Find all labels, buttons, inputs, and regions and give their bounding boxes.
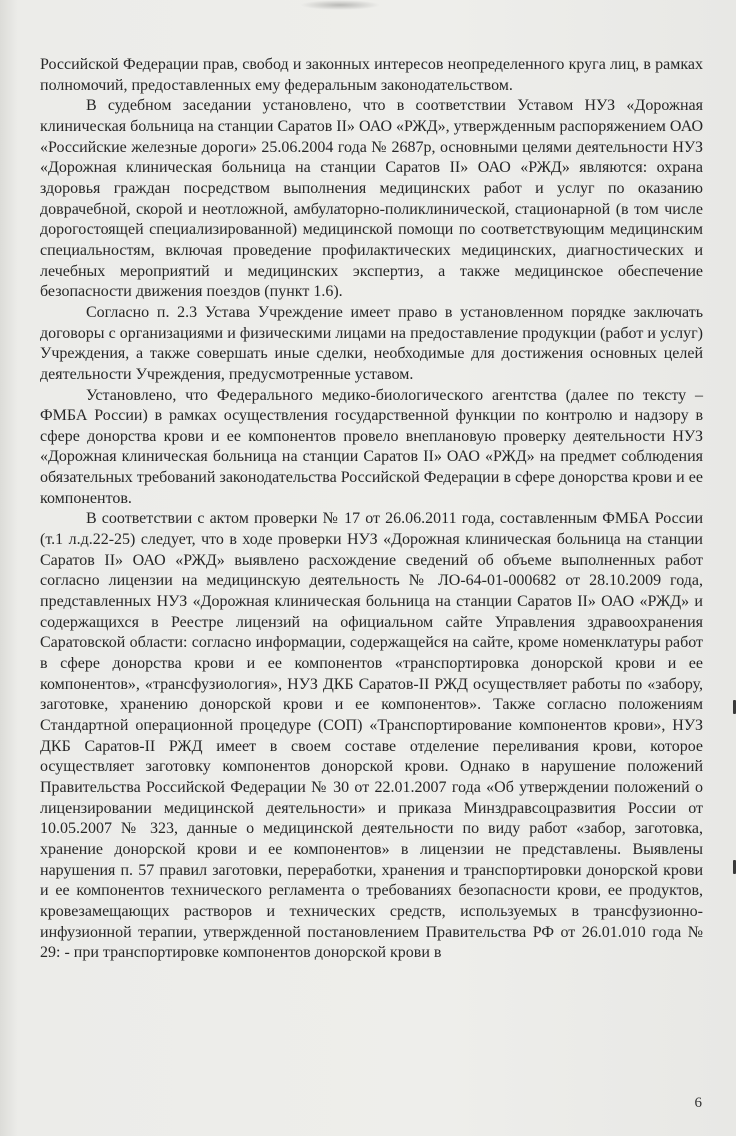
paragraph: В соответствии с актом проверки № 17 от 26.06.2011 года, составленным ФМБА России (т.1 л.д.22-25) следует, что в ходе проверки НУЗ «Дорожная клиническая больница на станции Саратов II» ОАО «РЖД» выявлено расхождение сведений об объеме выполненных работ согласно лицензии на медицинскую деятельность № ЛО-64-01-000682 от 28.10.2009 года, представленных НУЗ «Дорожная клиническая больница на станции Саратов II» ОАО «РЖД» и содержащихся в Реестре лицензий на официальном сайте Управления здравоохранения Саратовской области: согласно информации, содержащейся на сайте, кроме номенклатуры работ в сфере донорства крови и ее компонентов «транспортировка донорской крови и ее компонентов», «трансфузиология», НУЗ ДКБ Саратов-II РЖД осуществляет работы по «забору, заготовке, хранению донорской крови и ее компонентов». Также согласно положениям Стандартной операционной процедуре (СОП) «Транспортирование компонентов крови», НУЗ ДКБ Саратов-II РЖД имеет в своем составе отделение переливания крови, которое осуществляет заготовку компонентов донорской крови. Однако в нарушение положений Правительства Российской Федерации № 30 от 22.01.2007 года «Об утверждении положений о лицензировании медицинской деятельности» и приказа Минздравсоцразвития России от 10.05.2007 № 323, данные о медицинской деятельности по виду работ «забор, заготовка, хранение донорской крови и ее компонентов» в лицензии не представлены. Выявлены нарушения п. 57 правил заготовки, переработки, хранения и транспортировки донорской крови и ее компонентов технического регламента о требованиях безопасности крови, ее продуктов, кровезамещающих растворов и технических средств, используемых в трансфузионно-инфузионной терапии, утвержденной постановлением Правительства РФ от 26.01.010 года № 29: - при транспортировке компонентов донорской крови в bbox=[40, 510, 703, 962]
document-body bbox=[40, 55, 703, 964]
paragraph: Установлено, что Федерального медико-биологического агентства (далее по тексту – ФМБА России) в рамках осуществления государственной функции по контролю и надзору в сфере донорства крови и ее компонентов провело внеплановую проверку деятельности НУЗ «Дорожная клиническая больница на станции Саратов II» ОАО «РЖД» на предмет соблюдения обязательных требований законодательства Российской Федерации в сфере донорства крови и ее компонентов. bbox=[40, 386, 703, 507]
scan-artifact bbox=[300, 0, 380, 10]
page-number: 6 bbox=[694, 1095, 702, 1111]
paragraph: Российской Федерации прав, свобод и законных интересов неопределенного круга лиц, в рамках полномочий, предоставленных ему федеральным законодательством. bbox=[40, 56, 703, 94]
paragraph: Согласно п. 2.3 Устава Учреждение имеет право в установленном порядке заключать договоры с организациями и физическими лицами на предоставление продукции (работ и услуг) Учреждения, а также совершать иные сделки, необходимые для достижения основных целей деятельности Учреждения, предусмотренные уставом. bbox=[40, 303, 703, 383]
paragraph: В судебном заседании установлено, что в соответствии Уставом НУЗ «Дорожная клиническая больница на станции Саратов II» ОАО «РЖД», утвержденным распоряжением ОАО «Российские железные дороги» 25.06.2004 года № 2687р, основными целями деятельности НУЗ «Дорожная клиническая больница на станции Саратов II» ОАО «РЖД» являются: охрана здоровья граждан посредством выполнения медицинских работ и услуг по оказанию доврачебной, скорой и неотложной, амбулаторно-поликлинической, стационарной (в том числе дорогостоящей специализированной) медицинской помощи по соответствующим медицинским специальностям, включая проведение профилактических медицинских, диагностических и лечебных мероприятий и медицинских экспертиз, а также медицинское обеспечение безопасности движения поездов (пункт 1.6). bbox=[40, 97, 703, 301]
